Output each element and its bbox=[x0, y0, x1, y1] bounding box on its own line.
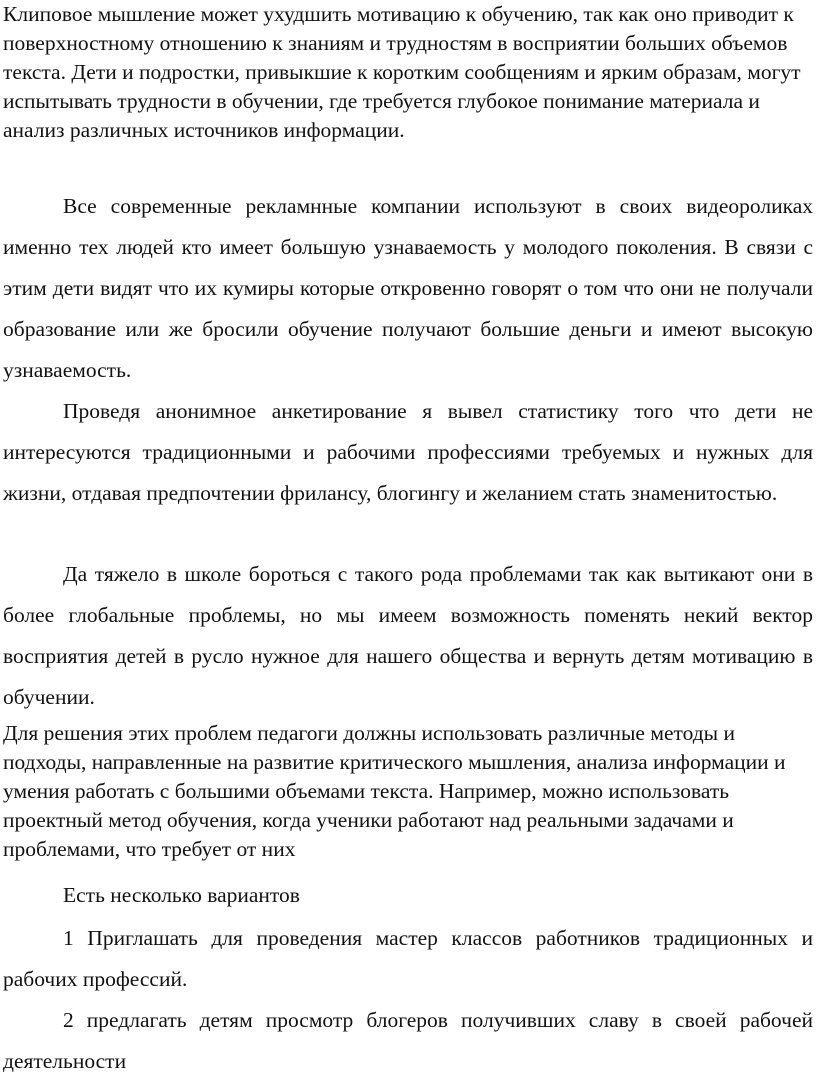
paragraph-survey: Проведя анонимное анкетирование я вывел статистику того что дети не интересуются традиционными и рабочими профессиями требуемых и нужных для жизни, отдавая предпочтении фрилансу, блогингу и желанием стать знаменитостью. bbox=[3, 399, 813, 505]
paragraph-school-problems: Да тяжело в школе бороться с такого рода проблемами так как вытикают они в более глобальные проблемы, но мы имеем возможность поменять некий вектор восприятия детей в русло нужное для нашего общества и вернуть детям мотивацию в обучении. bbox=[3, 562, 813, 709]
paragraph-option-1: 1 Приглашать для проведения мастер классов работников традиционных и рабочих профессий. bbox=[3, 926, 813, 991]
paragraph-advertising: Все современные рекламнные компании используют в своих видеороликах именно тех людей кто имеет большую узнаваемость у молодого поколения. В связи с этим дети видят что их кумиры которые откровенно говорят о том что они не получали образование или же бросили обучение получают большие деньги и имеют высокую узнаваемость. bbox=[3, 194, 813, 382]
paragraph-teacher-methods: Для решения этих проблем педагоги должны использовать различные методы и подходы, направленные на развитие критического мышления, анализа информации и умения работать с большими объемами текста. Например, можно использовать проектный метод обучения, когда ученики работают над реальными задачами и проблемами, что требует от них bbox=[3, 721, 786, 861]
paragraph-options-heading: Есть несколько вариантов bbox=[63, 883, 300, 907]
paragraph-option-2: 2 предлагать детям просмотр блогеров получивших славу в своей рабочей деятельности bbox=[3, 1008, 813, 1073]
paragraph-clip-thinking: Клиповое мышление может ухудшить мотивацию к обучению, так как оно приводит к поверхностному отношению к знаниям и трудностям в восприятии больших объемов текста. Дети и подростки, привыкшие к коротким сообщениям и ярким образам, могут испытывать трудности в обучении, где требуется глубокое понимание материала и анализ различных источников информации. bbox=[3, 2, 801, 142]
